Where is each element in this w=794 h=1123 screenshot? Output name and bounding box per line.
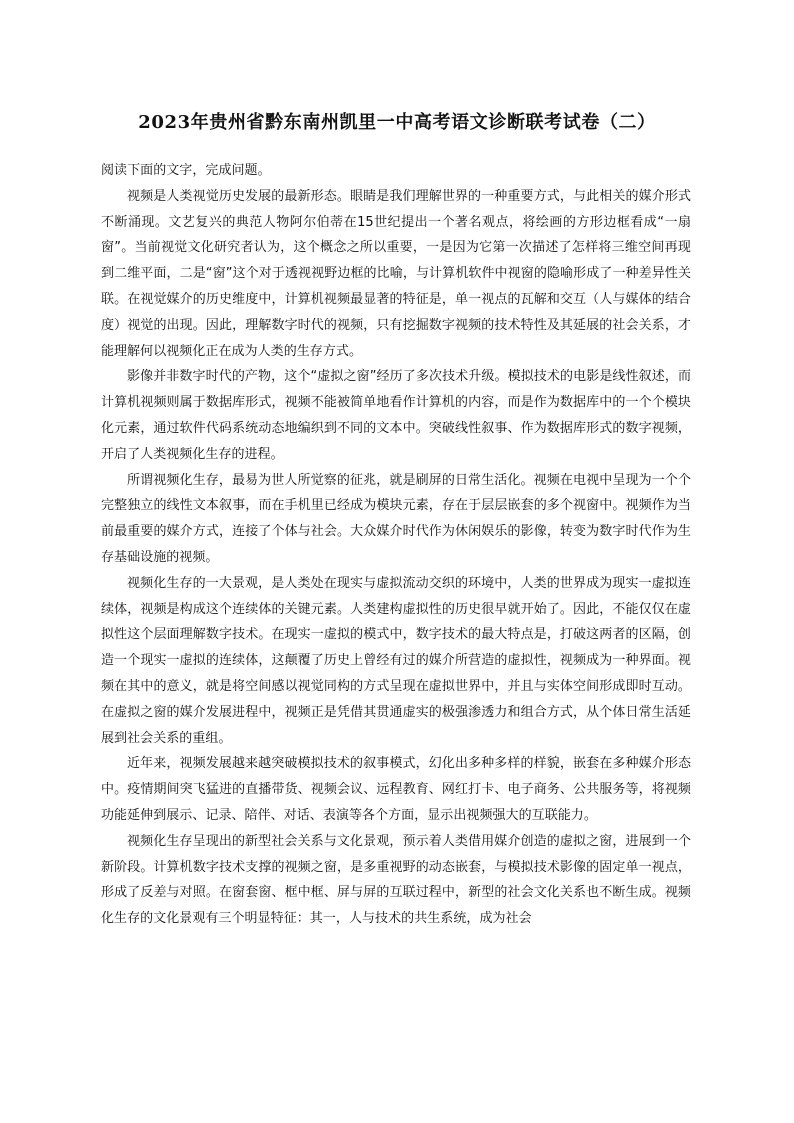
reading-instruction: 阅读下面的文字，完成问题。 xyxy=(101,163,271,178)
paragraph-2: 影像并非数字时代的产物，这个“虚拟之窗”经历了多次技术升级。模拟技术的电影是线性叙述，而计算机视频则属于数据库形式，视频不能被简单地看作计算机的内容，而是作为数据库中的一个个模块化元素，通过软件代码系统动态地编织到不同的文本中。突破线性叙事、作为数据库形式的数字视频，开启了人类视频化生存的进程。 xyxy=(101,369,691,462)
paragraph-4: 视频化生存的一大景观，是人类处在现实与虚拟流动交织的环境中，人类的世界成为现实一虚拟连续体，视频是构成这个连续体的关键元素。人类建构虚拟性的历史很早就开始了。因此，不能仅仅在虚拟性这个层面理解数字技术。在现实一虚拟的模式中，数字技术的最大特点是，打破这两者的区隔，创造一个现实一虚拟的连续体，这颠覆了历史上曾经有过的媒介所营造的虚拟性，视频成为一种界面。视频在其中的意义，就是将空间感以视觉同构的方式呈现在虚拟世界中，并且与实体空间形成即时互动。在虚拟之窗的媒介发展进程中，视频正是凭借其贯通虚实的极强渗透力和组合方式，从个体日常生活延展到社会关系的重组。 xyxy=(101,575,691,746)
paragraph-6: 视频化生存呈现出的新型社会关系与文化景观，预示着人类借用媒介创造的虚拟之窗，进展到一个新阶段。计算机数字技术支撑的视频之窗，是多重视野的动态嵌套，与模拟技术影像的固定单一视点，形成了反差与对照。在窗套窗、框中框、屏与屏的互联过程中，新型的社会文化关系也不断生成。视频化生存的文化景观有三个明显特征：其一，人与技术的共生系统，成为社会 xyxy=(101,833,691,927)
paragraph-3: 所谓视频化生存，最易为世人所觉察的征兆，就是刷屏的日常生活化。视频在电视中呈现为一个个完整独立的线性文本叙事，而在手机里已经成为模块元素，存在于层层嵌套的多个视窗中。视频作为当前最重要的媒介方式，连接了个体与社会。大众媒介时代作为休闲娱乐的影像，转变为数字时代作为生存基础设施的视频。 xyxy=(101,472,691,565)
paragraph-1: 视频是人类视觉历史发展的最新形态。眼睛是我们理解世界的一种重要方式，与此相关的媒介形式不断涌现。文艺复兴的典范人物阿尔伯蒂在15世纪提出一个著名观点，将绘画的方形边框看成“一扇窗”。当前视觉文化研究者认为，这个概念之所以重要，一是因为它第一次描述了怎样将三维空间再现到二维平面，二是“窗”这个对于透视视野边框的比喻，与计算机软件中视窗的隐喻形成了一种差异性关联。在视觉媒介的历史维度中，计算机视频最显著的特征是，单一视点的瓦解和交互（人与媒体的结合度）视觉的出现。因此，理解数字时代的视频，只有挖掘数字视频的技术特性及其延展的社会关系，才能理解何以视频化正在成为人类的生存方式。 xyxy=(101,188,691,359)
paragraph-5: 近年来，视频发展越来越突破模拟技术的叙事模式，幻化出多种多样的样貌，嵌套在多种媒介形态中。疫情期间突飞猛进的直播带货、视频会议、远程教育、网红打卡、电子商务、公共服务等，将视频功能延伸到展示、记录、陪伴、对话、表演等各个方面，显示出视频强大的互联能力。 xyxy=(101,756,691,823)
document-title: 2023年贵州省黔东南州凯里一中高考语文诊断联考试卷（二） xyxy=(138,112,656,134)
document-body xyxy=(101,158,691,932)
